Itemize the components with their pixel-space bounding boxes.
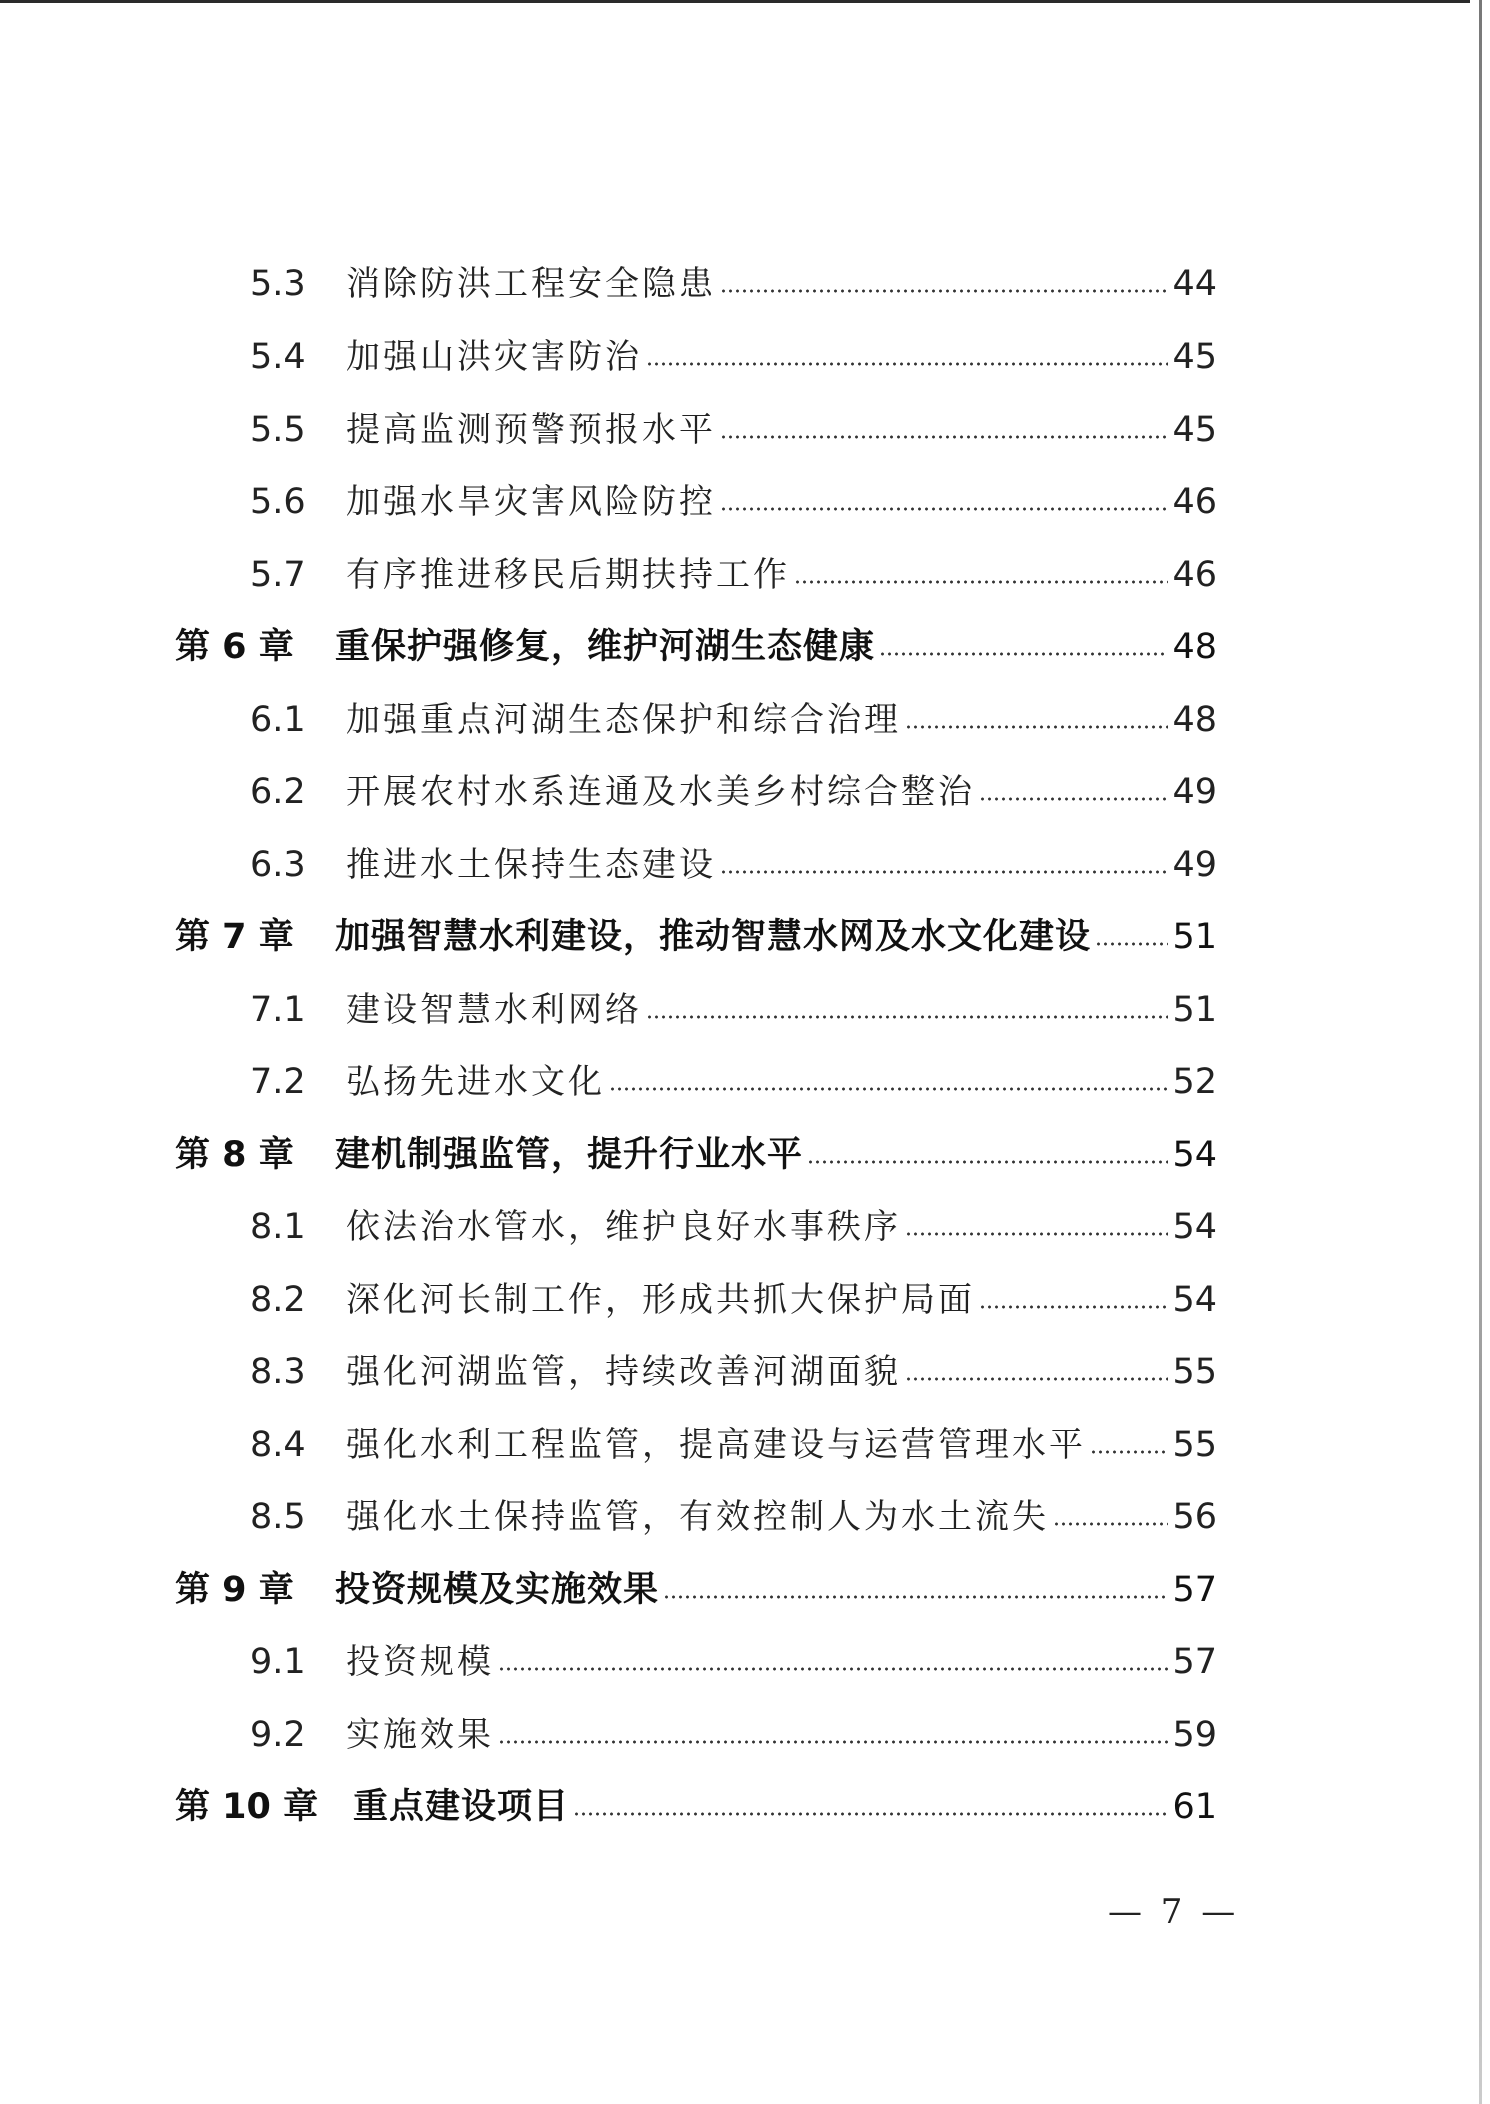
toc-entry[interactable]	[250, 1709, 1217, 1761]
toc-entry-number: 5.7	[250, 555, 306, 595]
dot-leader	[905, 1376, 1168, 1382]
toc-entry-number: 5.6	[250, 482, 306, 522]
toc-entry[interactable]	[250, 766, 1217, 818]
toc-entry-title: 弘扬先进水文化	[346, 1062, 605, 1102]
toc-entry[interactable]	[250, 331, 1217, 383]
toc-entry-page: 52	[1172, 1062, 1217, 1102]
toc-entry-title: 深化河长制工作，形成共抓大保护局面	[346, 1280, 975, 1320]
dot-leader	[646, 1014, 1168, 1020]
toc-entry[interactable]	[250, 1346, 1217, 1398]
dot-leader	[663, 1594, 1168, 1600]
chapter-title: 重点建设项目	[353, 1787, 570, 1827]
dot-leader	[609, 1086, 1168, 1092]
toc-entry[interactable]	[250, 1056, 1217, 1108]
toc-entry-number: 5.4	[250, 337, 306, 377]
toc-entry-page: 51	[1172, 990, 1217, 1030]
toc-entry[interactable]	[250, 476, 1217, 528]
toc-entry-number: 7.1	[250, 990, 306, 1030]
chapter-number: 第 8 章	[175, 1135, 294, 1175]
chapter-page: 54	[1172, 1135, 1217, 1175]
chapter-page: 51	[1172, 917, 1217, 957]
dot-leader	[1090, 1449, 1168, 1455]
toc-entry-title: 强化水利工程监管，提高建设与运营管理水平	[346, 1425, 1086, 1465]
page-number: — 7 —	[1108, 1892, 1240, 1932]
toc-entry-page: 45	[1172, 337, 1217, 377]
chapter-page: 61	[1172, 1787, 1217, 1827]
dot-leader	[905, 724, 1168, 730]
toc-entry-title: 开展农村水系连通及水美乡村综合整治	[346, 772, 975, 812]
toc-entry-number: 8.2	[250, 1280, 306, 1320]
toc-entry-title: 有序推进移民后期扶持工作	[346, 555, 790, 595]
toc-entry-page: 54	[1172, 1207, 1217, 1247]
toc-entry[interactable]	[250, 1274, 1217, 1326]
toc-entry[interactable]	[250, 1201, 1217, 1253]
toc-entry-number: 9.1	[250, 1642, 306, 1682]
toc-entry-page: 46	[1172, 482, 1217, 522]
toc-entry-title: 加强山洪灾害防治	[346, 337, 642, 377]
toc-entry-number: 9.2	[250, 1715, 306, 1755]
dot-leader	[979, 796, 1168, 802]
toc-entry-page: 45	[1172, 410, 1217, 450]
toc-entry-page: 55	[1172, 1352, 1217, 1392]
toc-entry-title: 实施效果	[346, 1715, 494, 1755]
toc-entry-page: 48	[1172, 700, 1217, 740]
toc-entry-title: 强化河湖监管，持续改善河湖面貌	[346, 1352, 901, 1392]
toc-entry-page: 46	[1172, 555, 1217, 595]
chapter-title: 建机制强监管，提升行业水平	[335, 1135, 804, 1175]
dot-leader	[646, 361, 1168, 367]
toc-entry[interactable]	[250, 258, 1217, 310]
toc-entry-number: 6.1	[250, 700, 306, 740]
dot-leader	[979, 1304, 1168, 1310]
dot-leader	[720, 869, 1168, 875]
toc-entry-page: 54	[1172, 1280, 1217, 1320]
dot-leader	[807, 1159, 1168, 1165]
toc-entry[interactable]	[250, 694, 1217, 746]
dot-leader	[720, 434, 1168, 440]
toc-entry[interactable]	[250, 1636, 1217, 1688]
toc-entry-number: 8.4	[250, 1425, 306, 1465]
toc-entry-number: 8.3	[250, 1352, 306, 1392]
toc-entry-page: 44	[1172, 264, 1217, 304]
dot-leader	[794, 579, 1168, 585]
chapter-title: 加强智慧水利建设，推动智慧水网及水文化建设	[335, 917, 1092, 957]
toc-entry[interactable]	[250, 839, 1217, 891]
dot-leader	[1053, 1521, 1168, 1527]
toc-entry-title: 消除防洪工程安全隐患	[346, 264, 716, 304]
toc-entry-page: 57	[1172, 1642, 1217, 1682]
toc-entry-number: 7.2	[250, 1062, 306, 1102]
toc-entry[interactable]	[250, 1491, 1217, 1543]
toc-entry[interactable]	[250, 404, 1217, 456]
chapter-page: 48	[1172, 627, 1217, 667]
toc-chapter[interactable]	[175, 1781, 1217, 1833]
chapter-page: 57	[1172, 1570, 1217, 1610]
toc-chapter[interactable]	[175, 1564, 1217, 1616]
toc-chapter[interactable]	[175, 1129, 1217, 1181]
toc-entry-title: 建设智慧水利网络	[346, 990, 642, 1030]
toc-entry-page: 55	[1172, 1425, 1217, 1465]
toc-entry[interactable]	[250, 549, 1217, 601]
toc-entry-page: 56	[1172, 1497, 1217, 1537]
toc-entry-number: 8.5	[250, 1497, 306, 1537]
chapter-number: 第 9 章	[175, 1570, 294, 1610]
toc-entry-number: 5.5	[250, 410, 306, 450]
dot-leader	[720, 288, 1168, 294]
dot-leader	[498, 1739, 1168, 1745]
toc-entry-number: 6.3	[250, 845, 306, 885]
chapter-number: 第 10 章	[175, 1787, 319, 1827]
dot-leader	[720, 506, 1168, 512]
dot-leader	[573, 1811, 1168, 1817]
chapter-title: 重保护强修复，维护河湖生态健康	[335, 627, 876, 667]
toc-entry[interactable]	[250, 1419, 1217, 1471]
toc-entry-page: 59	[1172, 1715, 1217, 1755]
toc-chapter[interactable]	[175, 911, 1217, 963]
dot-leader	[498, 1666, 1168, 1672]
chapter-title: 投资规模及实施效果	[335, 1570, 660, 1610]
toc-entry-title: 推进水土保持生态建设	[346, 845, 716, 885]
toc-entry-number: 8.1	[250, 1207, 306, 1247]
toc-entry-page: 49	[1172, 845, 1217, 885]
toc-entry-title: 加强水旱灾害风险防控	[346, 482, 716, 522]
toc-chapter[interactable]	[175, 621, 1217, 673]
chapter-number: 第 7 章	[175, 917, 294, 957]
toc-entry-title: 提高监测预警预报水平	[346, 410, 716, 450]
toc-entry-page: 49	[1172, 772, 1217, 812]
dot-leader	[1095, 941, 1168, 947]
toc-entry[interactable]	[250, 984, 1217, 1036]
chapter-number: 第 6 章	[175, 627, 294, 667]
dot-leader	[905, 1231, 1168, 1237]
dot-leader	[879, 651, 1168, 657]
toc-entry-number: 5.3	[250, 264, 306, 304]
toc-entry-title: 投资规模	[346, 1642, 494, 1682]
toc-entry-title: 强化水土保持监管，有效控制人为水土流失	[346, 1497, 1049, 1537]
toc-entry-number: 6.2	[250, 772, 306, 812]
toc-entry-title: 加强重点河湖生态保护和综合治理	[346, 700, 901, 740]
toc-entry-title: 依法治水管水，维护良好水事秩序	[346, 1207, 901, 1247]
